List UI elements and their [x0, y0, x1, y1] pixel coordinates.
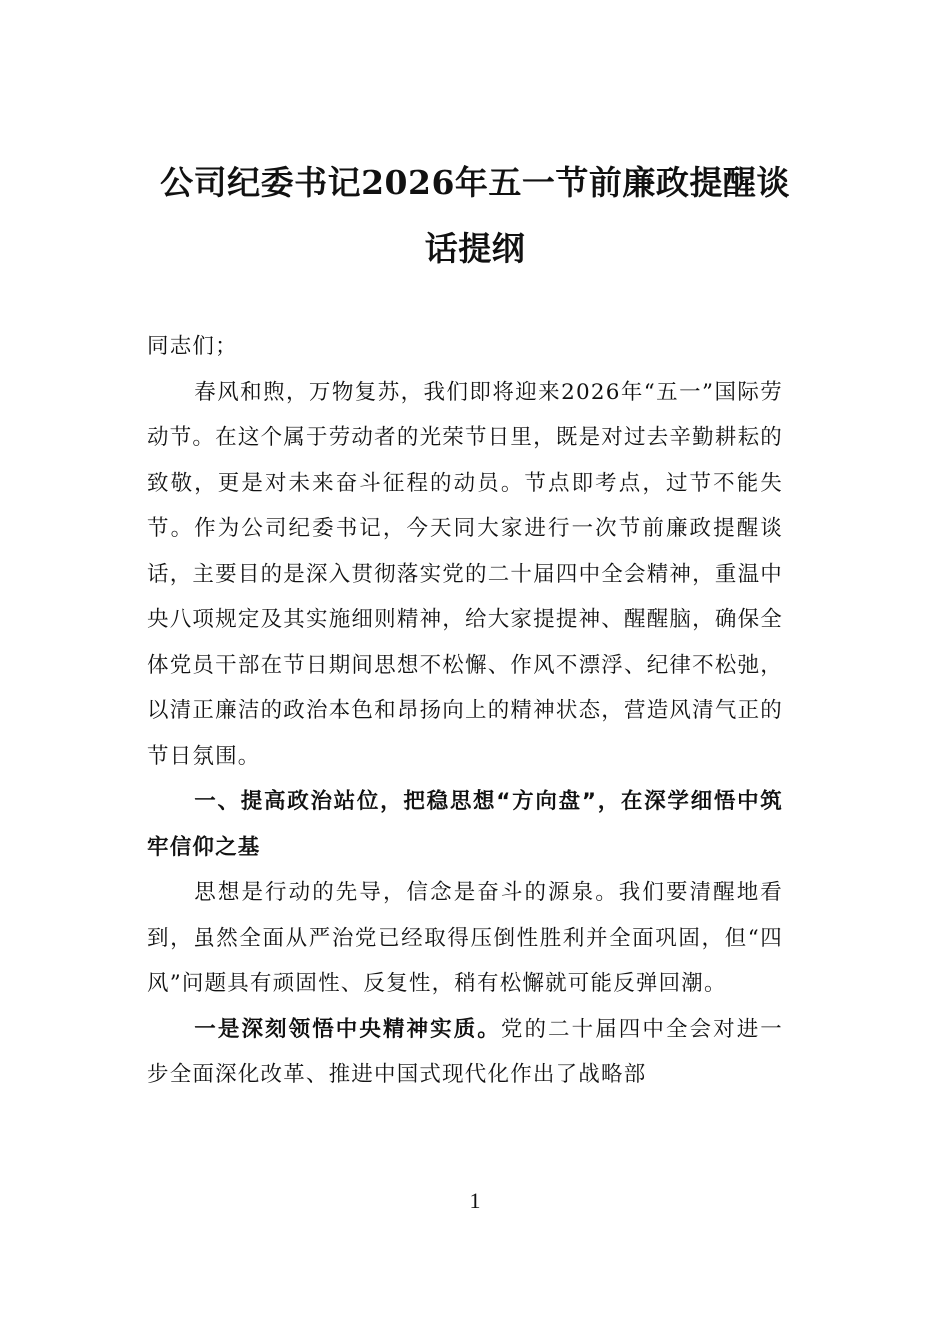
point-paragraph: [147, 1007, 783, 1098]
section-paragraph: 思想是行动的先导，信念是奋斗的源泉。我们要清醒地看到，虽然全面从严治党已经取得压倒性胜利并全面巩固，但“四风”问题具有顽固性、反复性，稍有松懈就可能反弹回潮。: [147, 880, 783, 996]
intro-paragraph: 春风和煦，万物复苏，我们即将迎来2026年“五一”国际劳动节。在这个属于劳动者的光荣节日里，既是对过去辛勤耕耘的致敬，更是对未来奋斗征程的动员。节点即考点，过节不能失节。作为公司纪委书记，今天同大家进行一次节前廉政提醒谈话，主要目的是深入贯彻落实党的二十届四中全会精神，重温中央八项规定及其实施细则精神，给大家提提神、醒醒脑，确保全体党员干部在节日期间思想不松懈、作风不漂浮、纪律不松弛，以清正廉洁的政治本色和昂扬向上的精神状态，营造风清气正的节日氛围。: [147, 379, 783, 769]
section-heading: 一、提高政治站位，把稳思想“方向盘”，在深学细悟中筑牢信仰之基: [147, 789, 783, 860]
point-text: 党的二十届四中全会对进一步全面深化改革、推进中国式现代化作出了战略部: [147, 1016, 783, 1087]
point-lead: 一是深刻领悟中央精神实质。: [194, 1016, 501, 1042]
document-body: [147, 324, 783, 1098]
page-number: 1: [469, 1188, 481, 1213]
salutation: 同志们；: [147, 334, 238, 359]
document-title: 公司纪委书记2026年五一节前廉政提醒谈话提纲: [160, 163, 790, 268]
